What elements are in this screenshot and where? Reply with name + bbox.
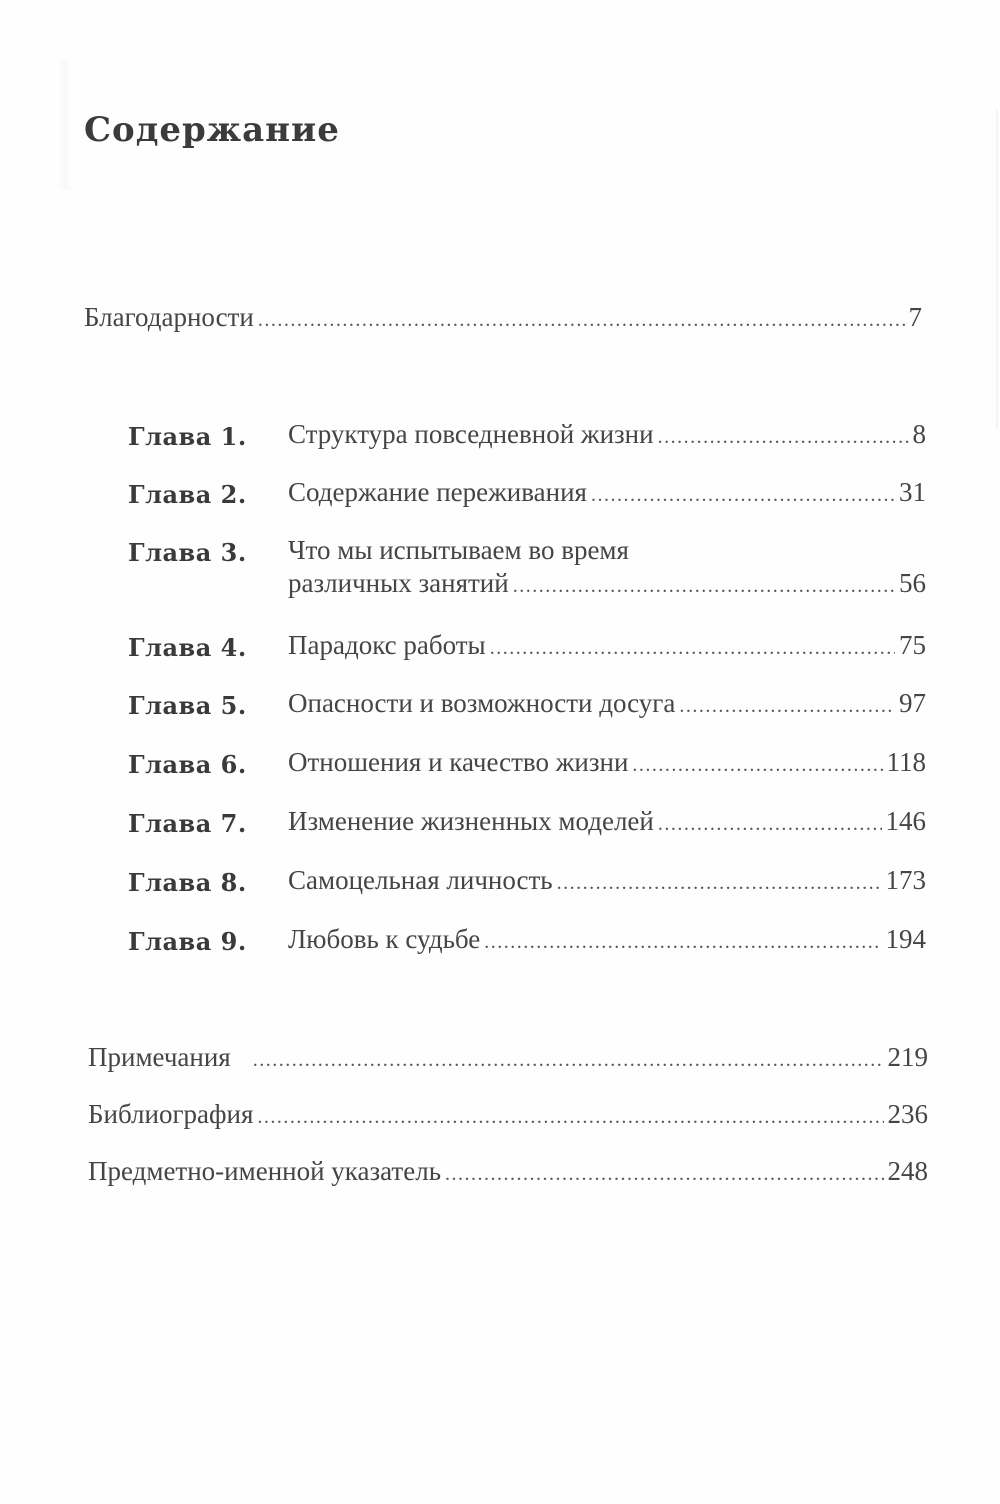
page-title: Содержание — [84, 110, 340, 150]
dot-leader — [490, 637, 895, 660]
page-edge — [996, 110, 998, 430]
scan-shadow — [58, 60, 72, 190]
toc-entry-bibliography[interactable] — [88, 1099, 928, 1130]
toc-entry-index[interactable] — [88, 1156, 928, 1187]
chapter-number: Глава 3. — [128, 538, 247, 567]
chapter-number: Глава 9. — [128, 927, 247, 956]
chapter-number: Глава 7. — [128, 809, 247, 838]
dot-leader — [258, 309, 905, 332]
toc-page-number: 146 — [885, 806, 926, 836]
chapter-title-line-1: Что мы испытываем во время — [288, 535, 629, 565]
chapter-number: Глава 2. — [128, 480, 247, 509]
toc-page-number: 236 — [887, 1099, 928, 1129]
chapter-number: Глава 1. — [128, 422, 247, 451]
toc-page-number: 118 — [886, 747, 926, 777]
toc-page-number: 173 — [885, 865, 926, 895]
toc-page-number: 219 — [887, 1042, 928, 1072]
dot-leader — [513, 575, 895, 598]
chapter-title: Самоцельная личность — [288, 865, 553, 895]
chapter-number: Глава 6. — [128, 750, 247, 779]
toc-page-number: 56 — [899, 568, 926, 598]
dot-leader — [679, 695, 895, 718]
dot-leader — [484, 931, 881, 954]
chapter-title: Отношения и качество жизни — [288, 747, 629, 777]
dot-leader — [257, 1106, 883, 1129]
dot-leader — [658, 426, 909, 449]
dot-leader — [445, 1163, 883, 1186]
chapter-title: Любовь к судьбе — [288, 924, 481, 954]
chapter-title-line-2: различных занятий — [288, 568, 509, 598]
toc-entry-label: Примечания — [88, 1042, 231, 1072]
chapter-title: Структура повседневной жизни — [288, 419, 654, 449]
chapter-number: Глава 5. — [128, 691, 247, 720]
toc-page-number: 31 — [899, 477, 926, 507]
toc-page-number: 7 — [908, 302, 922, 332]
chapter-number: Глава 4. — [128, 633, 247, 662]
chapter-title: Изменение жизненных моделей — [288, 806, 654, 836]
toc-page-number: 75 — [899, 630, 926, 660]
chapter-number: Глава 8. — [128, 868, 247, 897]
toc-entry-label: Предметно-именной указатель — [88, 1156, 442, 1186]
dot-leader — [658, 813, 882, 836]
toc-page-number: 194 — [885, 924, 926, 954]
toc-entry-label: Благодарности — [84, 302, 254, 332]
dot-leader — [557, 872, 882, 895]
toc-entry-notes[interactable] — [88, 1042, 928, 1073]
chapter-title: Парадокс работы — [288, 630, 486, 660]
toc-page-number: 248 — [887, 1156, 928, 1186]
dot-leader — [591, 484, 895, 507]
toc-page-number: 97 — [899, 688, 926, 718]
chapter-title: Содержание переживания — [288, 477, 587, 507]
chapter-title: Опасности и возможности досуга — [288, 688, 676, 718]
dot-leader — [632, 754, 882, 777]
toc-entry-acknowledgements[interactable] — [84, 302, 922, 333]
toc-entry-label: Библиография — [88, 1099, 254, 1129]
toc-page-number: 8 — [912, 419, 926, 449]
dot-leader — [253, 1049, 884, 1072]
